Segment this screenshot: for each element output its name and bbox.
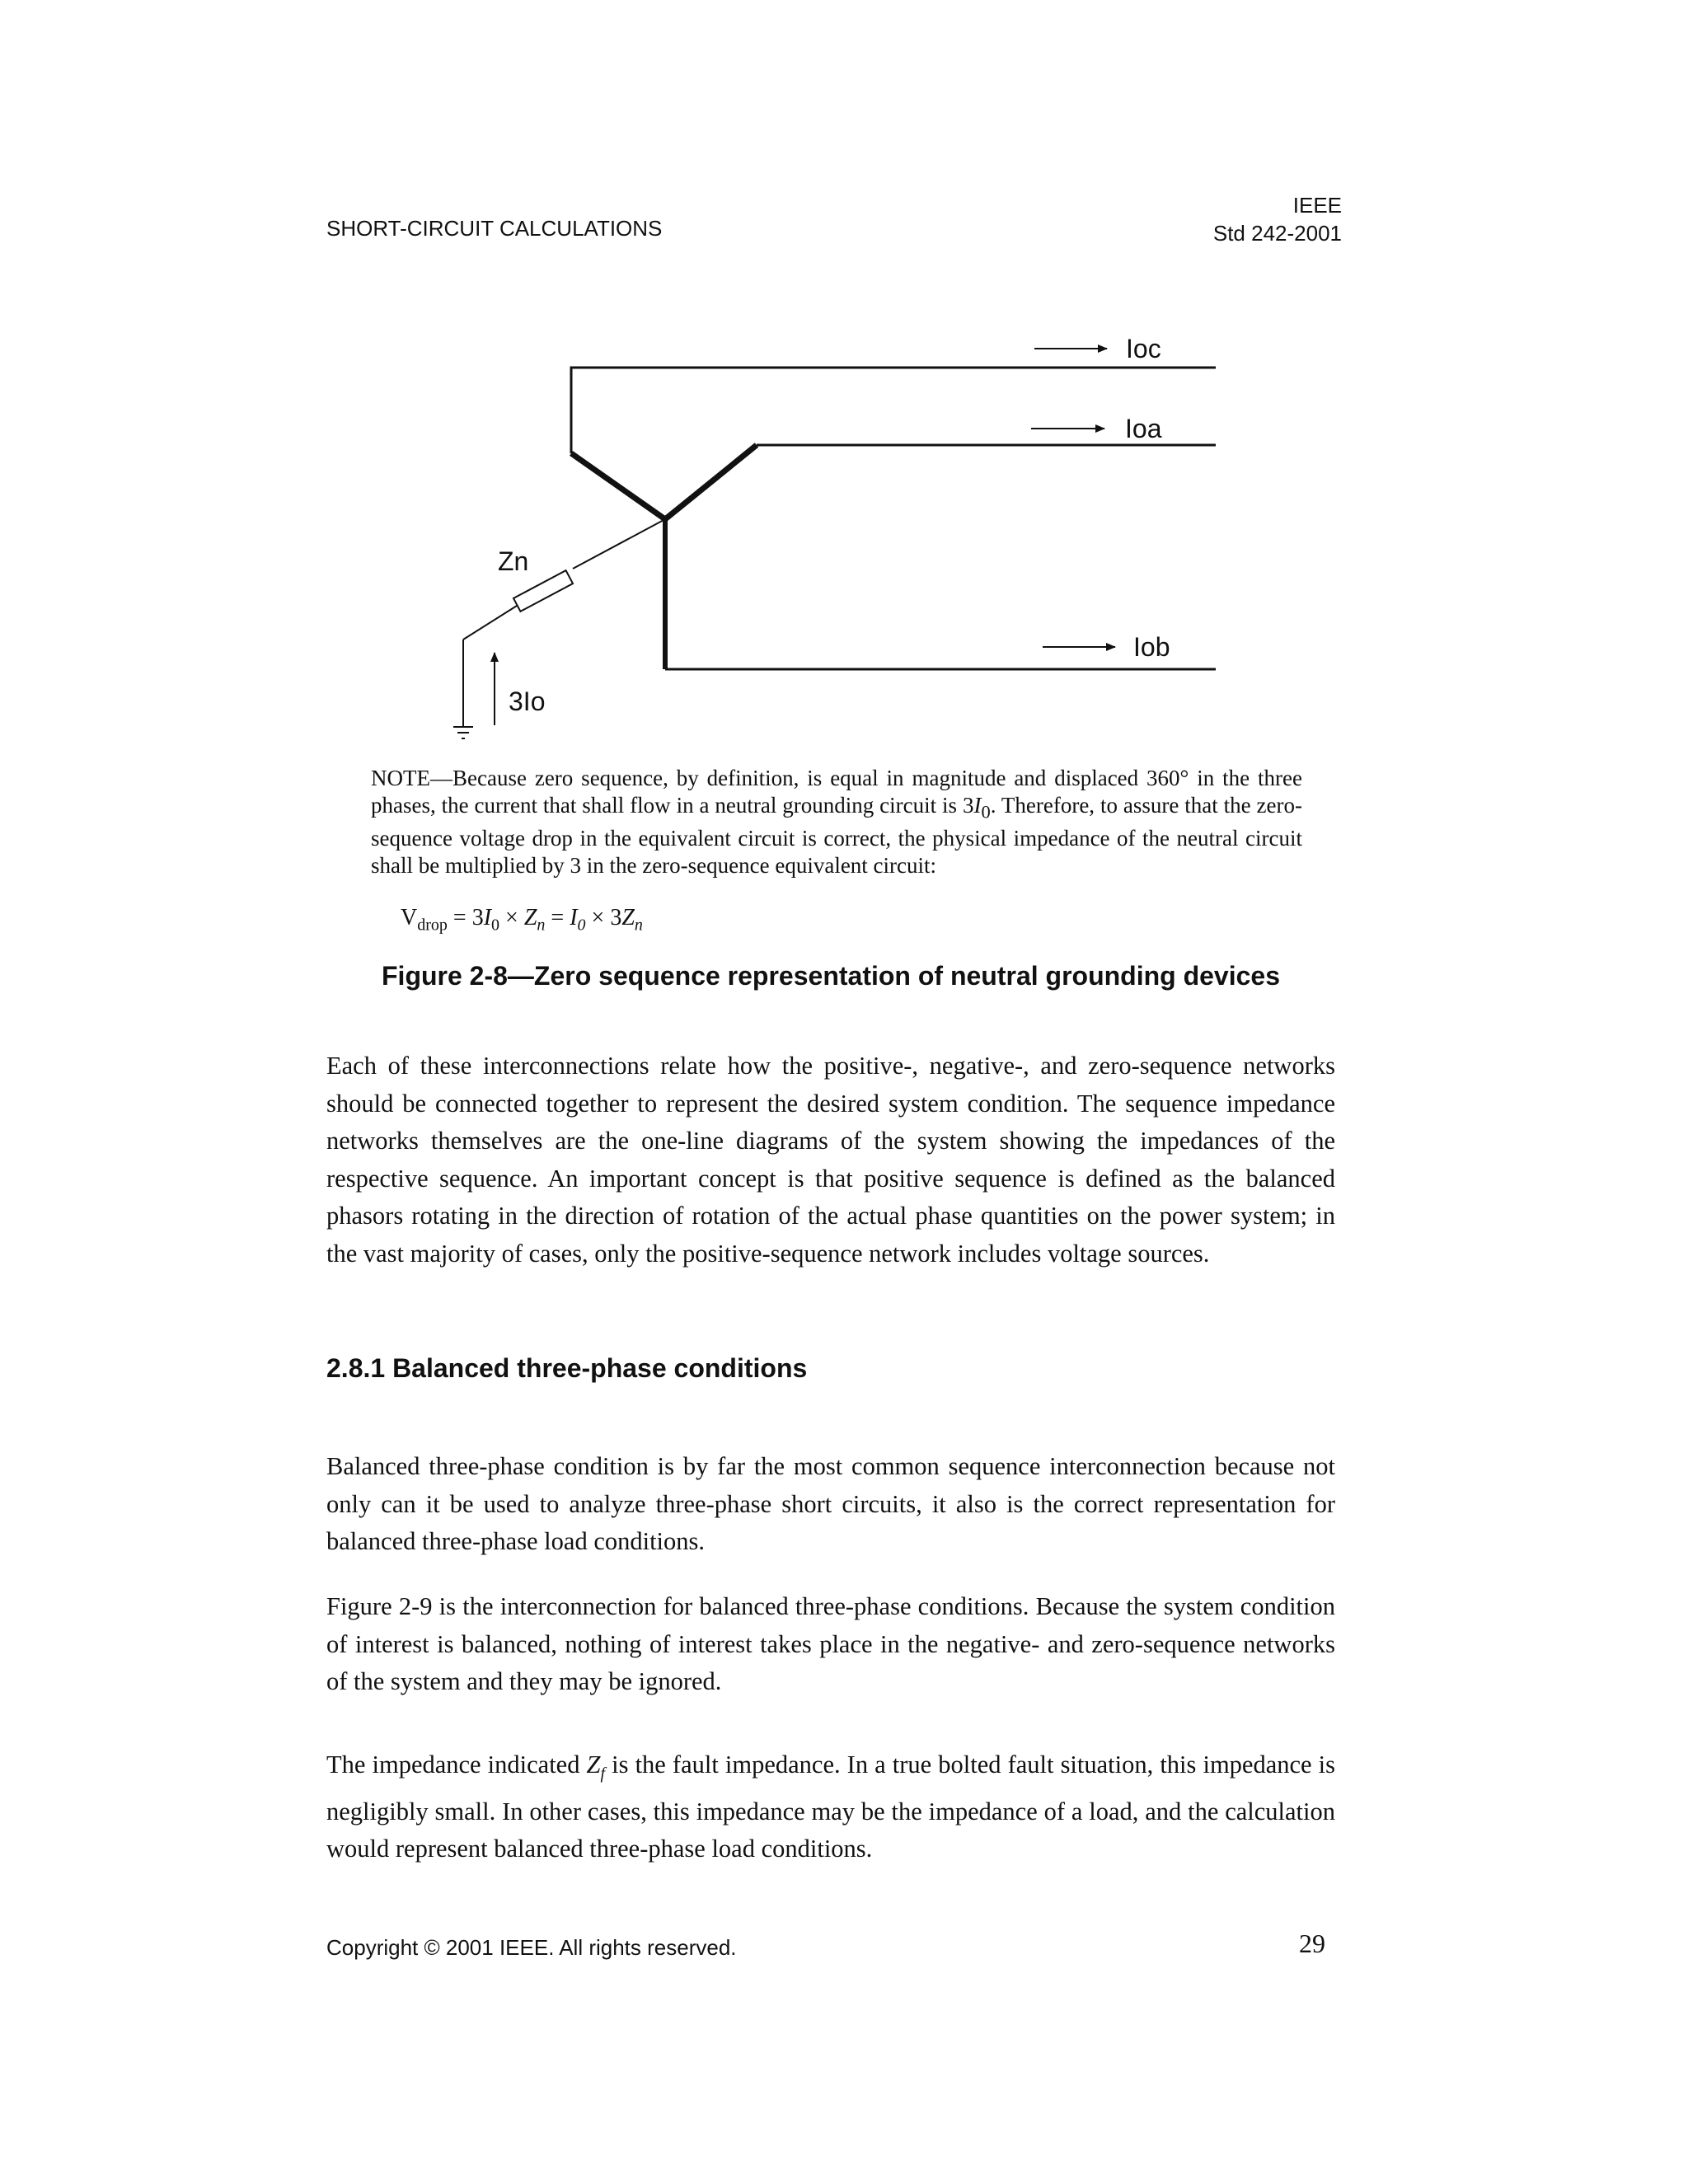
header-std-number: Std 242-2001 [1212, 221, 1342, 246]
neutral-wire-lower [463, 606, 517, 640]
body-paragraph-2: Balanced three-phase condition is by far the most common sequence interconnection because not only can it be used to analyze three-phase short circuits, it also is the correct representation for balanced three-phase load conditions. [326, 1452, 1335, 1555]
copyright-notice: Copyright © 2001 IEEE. All rights reserved. [326, 1935, 737, 1960]
section-heading: 2.8.1 Balanced three-phase conditions [326, 1353, 808, 1383]
zn-label: Zn [498, 546, 529, 576]
running-header-standard [1213, 191, 1342, 247]
body-paragraph-4 [326, 1746, 1335, 1868]
figure-caption: Figure 2-8—Zero sequence representation of neutral grounding devices [382, 961, 1280, 991]
eq-z2-sub: n [634, 916, 643, 935]
zero-sequence-diagram [429, 313, 1253, 775]
eq-i2: I [570, 905, 578, 930]
eq-times2: × 3 [585, 905, 622, 930]
ground-icon [453, 727, 473, 738]
voltage-drop-equation [401, 905, 643, 935]
eq-z1-sub: n [537, 916, 546, 935]
figure-note [371, 765, 1302, 879]
note-current-symbol: I [973, 793, 982, 818]
page-number: 29 [1299, 1929, 1325, 1958]
eq-i1-sub: 0 [491, 916, 500, 935]
eq-times1: × [499, 905, 524, 930]
eq-part1: = 3 [447, 905, 484, 930]
body-paragraph-3: Figure 2-9 is the interconnection for balanced three-phase conditions. Because the system condition of interest is balanced, nothing of interest takes place in the negative- and zero-sequence networks of the system and they may be ignored. [326, 1592, 1335, 1695]
eq-v-sub: drop [417, 916, 448, 935]
note-current-subscript: 0 [981, 801, 991, 823]
running-header-title: SHORT-CIRCUIT CALCULATIONS [326, 216, 663, 241]
eq-v: V [401, 905, 418, 930]
eq-i2-sub: 0 [577, 916, 586, 935]
eq-z2: Z [621, 905, 635, 930]
ioc-label: Ioc [1126, 334, 1161, 363]
eq-i1: I [483, 905, 492, 930]
fault-impedance-subscript: f [600, 1765, 606, 1783]
three-io-label: 3Io [509, 687, 546, 716]
para4-text-end: is the fault impedance. In a true bolted fault situation, this impedance is negligibly small. In other cases, this impedance may be the impedance of a load, and the calculation would represent balanced three-phase load conditions. [326, 1750, 1335, 1863]
note-text-end: . Therefore, to assure that the zero-sequence voltage drop in the equivalent circuit is correct, the physical impedance of the neutral circuit shall be multiplied by 3 in the zero-sequence equivalent circuit: [371, 793, 1302, 879]
fault-impedance-symbol: Z [586, 1750, 601, 1779]
ioa-label: Ioa [1125, 414, 1162, 443]
header-ieee: IEEE [1292, 193, 1342, 218]
iob-label: Iob [1133, 632, 1170, 662]
para4-text-start: The impedance indicated [326, 1750, 587, 1779]
wye-arm-a [665, 445, 757, 519]
neutral-wire-upper [573, 519, 665, 569]
neutral-impedance-zn [513, 570, 573, 612]
wye-arm-c [571, 453, 665, 519]
eq-part2: = [545, 905, 570, 930]
eq-z1: Z [523, 905, 537, 930]
body-paragraph-1: Each of these interconnections relate how the positive-, negative-, and zero-sequence networks should be connected together to represent the desired system condition. The sequence impedance networks themselves are the one-line diagrams of the system showing the impedances of the respective sequence. An important concept is that positive sequence is defined as the balanced phasors rotating in the direction of rotation of the actual phase quantities on the power system; in the vast majority of cases, only the positive-sequence network includes voltage sources. [326, 1052, 1335, 1268]
phase-c-conductor [571, 368, 1216, 453]
note-text-start: NOTE—Because zero sequence, by definition, is equal in magnitude and displaced 360° in the three phases, the current that shall flow in a neutral grounding circuit is 3 [371, 766, 1302, 818]
